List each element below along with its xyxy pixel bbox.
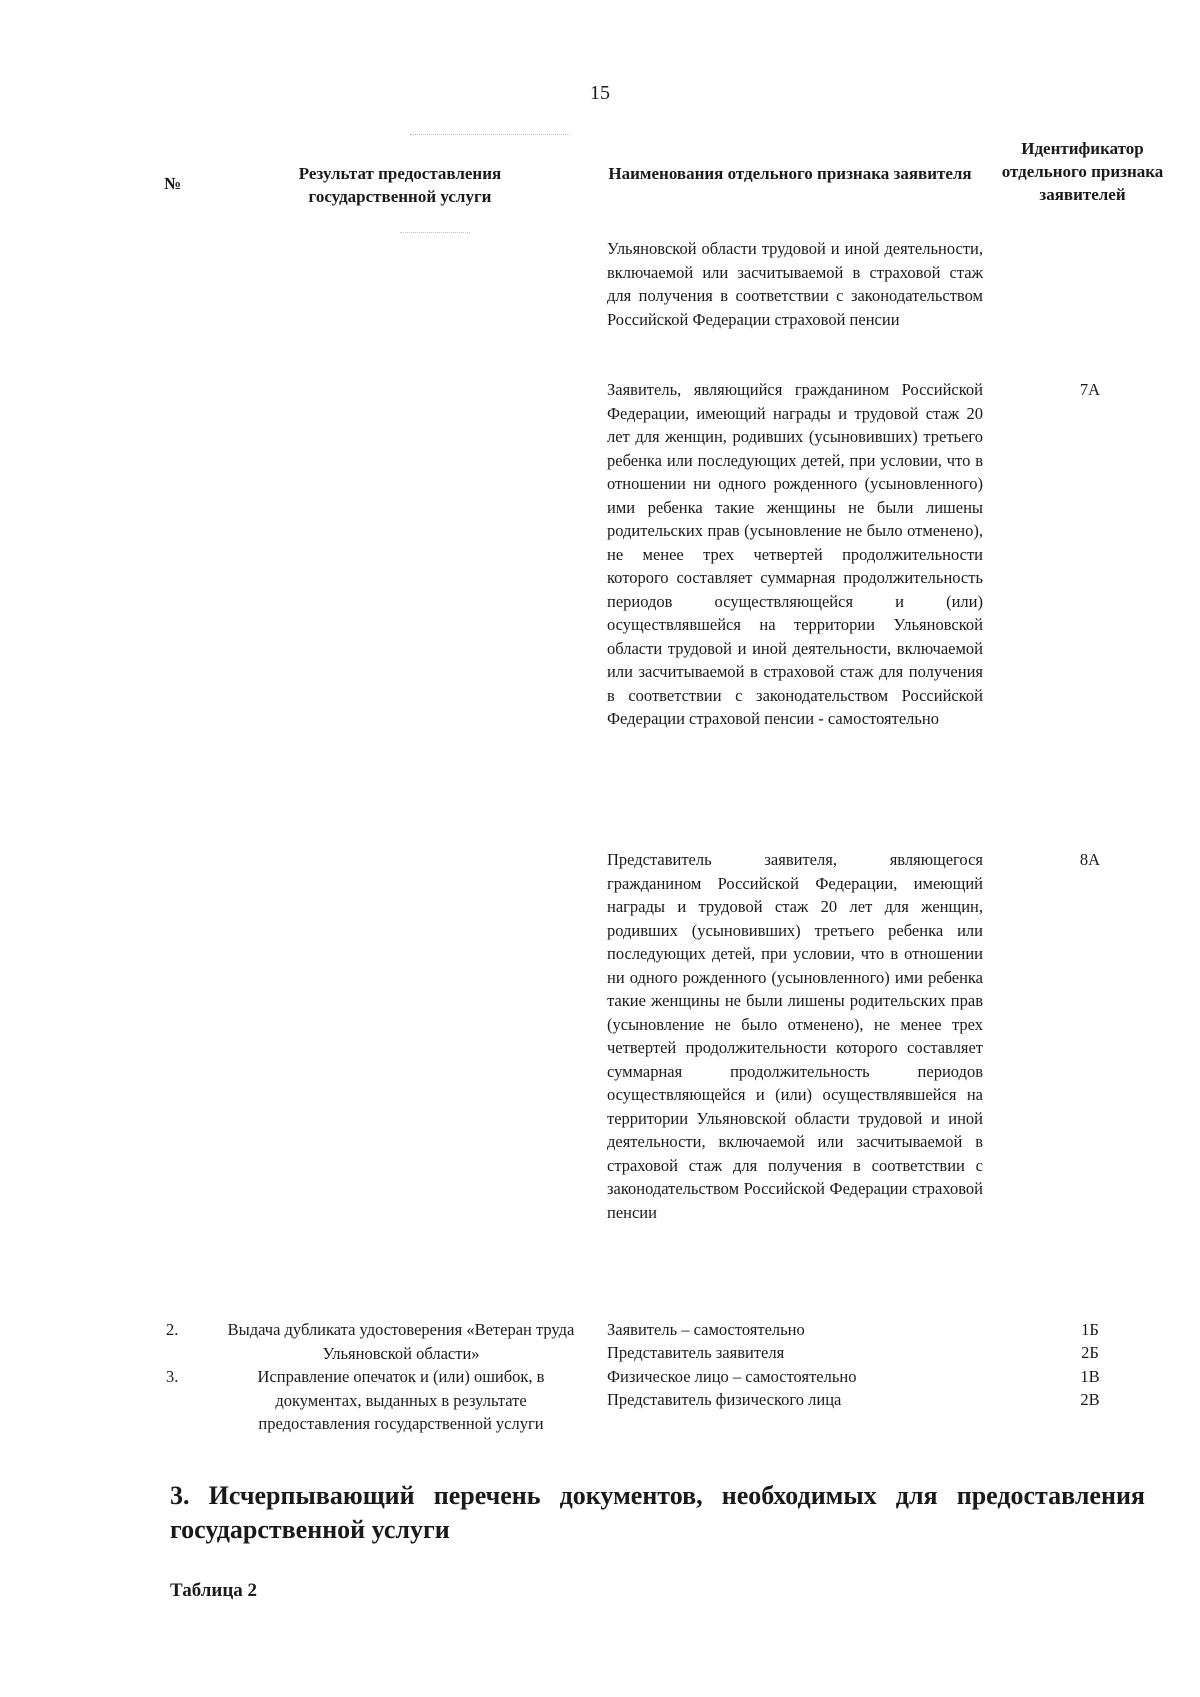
page-number: 15 bbox=[590, 82, 610, 104]
table-label: Таблица 2 bbox=[170, 1580, 258, 1601]
criteria-cell: Заявитель – самостоятельно bbox=[607, 1320, 805, 1339]
criteria-cell: Физическое лицо – самостоятельно bbox=[607, 1367, 857, 1386]
row-number: 3. bbox=[166, 1367, 179, 1386]
row-number: 2. bbox=[166, 1320, 179, 1339]
criteria-cell: Представитель заявителя bbox=[607, 1343, 785, 1362]
identifier-cell: 2В bbox=[1080, 1390, 1100, 1409]
identifier-cell: 7А bbox=[1079, 380, 1101, 399]
column-header-criteria: Наименования отдельного признака заявителя bbox=[608, 164, 972, 183]
criteria-cell: Ульяновской области трудовой и иной деятельности, включаемой или засчитываемой в страховой стаж для получения в соответствии с законодательством Российской Федерации страховой пенсии bbox=[607, 239, 983, 329]
identifier-cell: 1Б bbox=[1081, 1320, 1099, 1339]
criteria-cell: Представитель физического лица bbox=[607, 1390, 842, 1409]
result-cell: Выдача дубликата удостоверения «Ветеран труда Ульяновской области» bbox=[227, 1320, 575, 1363]
criteria-cell: Заявитель, являющийся гражданином Российской Федерации, имеющий награды и трудовой стаж 20 лет для женщин, родивших (усыновивших) третьего ребенка или последующих детей, при условии, что в отношении ни одного рожденного (усыновленного) ими ребенка такие женщины не были лишены родительских прав (усыновление не было отменено), не менее трех четвертей продолжительности которого составляет суммарная продолжительность периодов осуществляющейся и (или) осуществлявшейся на территории Ульяновской области трудовой и иной деятельности, включаемой или засчитываемой в страховой стаж для получения в соответствии с законодательством Российской Федерации страховой пенсии - самостоятельно bbox=[607, 380, 983, 728]
identifier-cell: 1В bbox=[1080, 1367, 1100, 1386]
column-header-number: № bbox=[164, 174, 182, 193]
identifier-cell: 2Б bbox=[1081, 1343, 1099, 1362]
result-cell: Исправление опечаток и (или) ошибок, в документах, выданных в результате предоставления государственной услуги bbox=[257, 1367, 545, 1433]
scan-artifact bbox=[400, 232, 470, 235]
column-header-result: Результат предоставления государственной услуги bbox=[298, 164, 502, 206]
section-heading: 3. Исчерпывающий перечень документов, необходимых для предоставления государственной услуги bbox=[170, 1481, 1145, 1544]
identifier-cell: 8А bbox=[1079, 850, 1101, 869]
column-header-identifier: Идентификатор отдельного признака заявителей bbox=[1001, 139, 1164, 204]
criteria-cell: Представитель заявителя, являющегося гражданином Российской Федерации, имеющий награды и трудовой стаж 20 лет для женщин, родивших (усыновивших) третьего ребенка или последующих детей, при условии, что в отношении ни одного рожденного (усыновленного) ими ребенка такие женщины не были лишены родительских прав (усыновление не было отменено), не менее трех четвертей продолжительности которого составляет суммарная продолжительность периодов осуществляющейся и (или) осуществлявшейся на территории Ульяновской области трудовой и иной деятельности, включаемой или засчитываемой в страховой стаж для получения в соответствии с законодательством Российской Федерации страховой пенсии bbox=[607, 850, 983, 1222]
scan-artifact bbox=[410, 134, 570, 137]
